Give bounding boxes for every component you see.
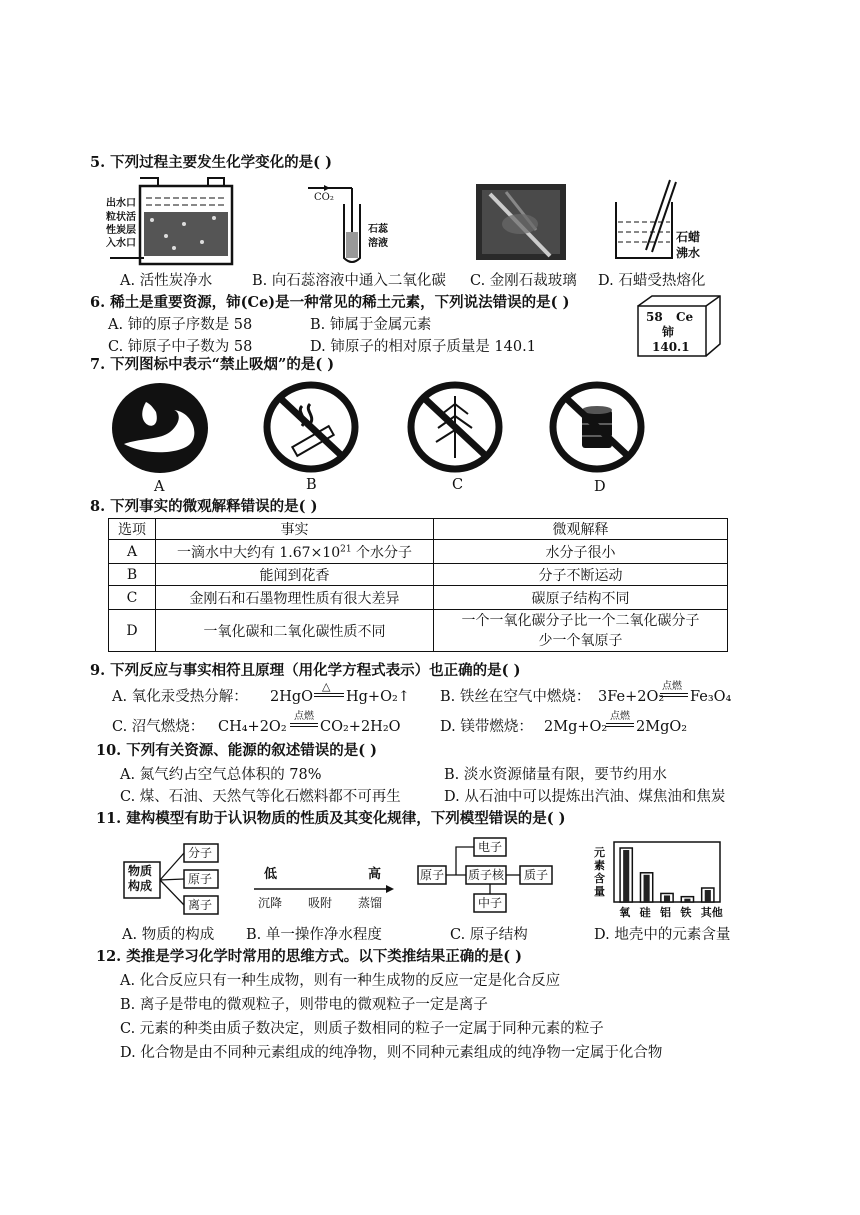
row-d-fact: 一氧化碳和二氧化碳性质不同 <box>156 610 434 652</box>
fig-b-solution-label: 溶液 <box>368 238 388 249</box>
sign-a-label: A <box>154 479 165 495</box>
chart-bar-fill-0 <box>623 850 629 902</box>
model-a-item-3: 离子 <box>188 898 213 912</box>
q9-option-a-equals <box>314 693 344 697</box>
q11-stem: 11. 建构模型有助于认识物质的性质及其变化规律，下列模型错误的是( ) <box>96 810 566 827</box>
q9-option-d-label: D. 镁带燃烧： <box>440 719 533 735</box>
row-a-fact-suffix: 个水分子 <box>351 544 413 561</box>
q6-option-c: C. 铈原子中子数为 58 <box>108 339 253 355</box>
table-row <box>109 610 728 652</box>
row-a-option: A <box>109 540 156 564</box>
fig-a-label-4: 入水口 <box>106 238 136 249</box>
sign-a-flammable-icon <box>110 382 210 478</box>
q7-stem: 7. 下列图标中表示“禁止吸烟”的是( ) <box>90 356 335 373</box>
row-d-explanation-line1: 一个一氧化碳分子比一个二氧化碳分子 <box>461 612 700 629</box>
q9-option-b-left: 3Fe+2O₂ <box>598 689 665 705</box>
row-b-fact: 能闻到花香 <box>156 564 434 586</box>
row-a-fact-text: 一滴水中大约有 1.67×10 <box>176 544 341 561</box>
row-c-option: C <box>109 586 156 610</box>
row-b-option: B <box>109 564 156 586</box>
q10-option-b: B. 淡水资源储量有限，要节约用水 <box>444 767 667 783</box>
model-c-atom-structure <box>416 836 556 916</box>
q6-option-a: A. 铈的原子序数是 58 <box>108 317 253 333</box>
q9-option-c-label: C. 沼气燃烧： <box>112 719 205 735</box>
q9-option-d-right: 2MgO₂ <box>636 719 688 735</box>
chart-bar-fill-1 <box>644 875 650 902</box>
q5-option-c: C. 金刚石裁玻璃 <box>470 273 577 289</box>
q9-option-c-right: CO₂+2H₂O <box>320 719 401 735</box>
q9-option-a-right: Hg+O₂↑ <box>346 689 410 705</box>
test-tube-co2-figure <box>306 182 386 266</box>
row-a-fact-exponent: 21 <box>340 543 352 554</box>
q12-option-a: A. 化合反应只有一种生成物，则有一种生成物的反应一定是化合反应 <box>120 973 561 989</box>
model-a-root: 物质构成 <box>128 864 153 893</box>
model-c-nucleus: 质子核 <box>468 868 505 882</box>
q9-option-c-equals <box>290 723 318 727</box>
q11-caption-c: C. 原子结构 <box>450 927 528 943</box>
chart-x-tick-label: 其他 <box>700 906 723 919</box>
chart-x-tick-label: 氧 <box>619 906 631 919</box>
chart-bar-fill-4 <box>705 890 711 902</box>
fig-a-label-3: 性炭层 <box>106 225 136 236</box>
table-row <box>109 586 728 610</box>
model-d-crust-elements-chart <box>592 840 722 920</box>
q9-option-a-left: 2HgO <box>270 689 314 705</box>
q9-option-c-left: CH₄+2O₂ <box>218 719 287 735</box>
model-b-high: 高 <box>368 867 382 882</box>
q6-stem: 6. 稀土是重要资源，铈(Ce)是一种常见的稀土元素，下列说法错误的是( ) <box>90 294 570 311</box>
q11-caption-a: A. 物质的构成 <box>122 927 215 943</box>
q8-table <box>108 518 728 652</box>
fig-d-wax-label: 石蜡 <box>676 230 701 244</box>
chart-x-labels <box>592 902 722 918</box>
sign-d-label: D <box>594 479 606 495</box>
chart-x-tick-label: 硅 <box>639 906 651 919</box>
fig-d-boiling-water-label: 沸水 <box>676 246 701 260</box>
header-fact: 事实 <box>156 519 434 540</box>
crust-chart-svg <box>592 840 722 904</box>
element-name: 铈 <box>662 325 675 339</box>
q10-stem: 10. 下列有关资源、能源的叙述错误的是( ) <box>96 742 378 759</box>
activated-carbon-filter-figure <box>106 176 240 268</box>
row-d-explanation <box>434 610 728 652</box>
q9-option-b-condition: 点燃 <box>662 681 682 692</box>
row-b-explanation: 分子不断运动 <box>434 564 728 586</box>
q9-option-a-condition: △ <box>322 680 331 693</box>
q12-option-b: B. 离子是带电的微观粒子，则带电的微观粒子一定是离子 <box>120 997 488 1013</box>
wax-heating-beaker-figure <box>612 178 701 264</box>
q10-option-d: D. 从石油中可以提炼出汽油、煤焦油和焦炭 <box>444 789 726 805</box>
diamond-cut-glass-photo <box>476 184 566 260</box>
row-c-fact: 金刚石和石墨物理性质有很大差异 <box>156 586 434 610</box>
element-number: 58 <box>646 310 663 324</box>
chart-y-label: 元素含量 <box>594 846 605 898</box>
sign-b-label: B <box>306 477 317 493</box>
q9-option-b-right: Fe₃O₄ <box>690 689 732 705</box>
q9-option-d-condition: 点燃 <box>610 711 630 722</box>
q12-option-d: D. 化合物是由不同种元素组成的纯净物，则不同种元素组成的纯净物一定属于化合物 <box>120 1045 663 1061</box>
fig-b-co2-label: CO₂ <box>314 192 334 203</box>
model-c-neutron: 中子 <box>478 896 503 910</box>
q9-option-d-equals <box>606 723 634 727</box>
q5-option-a: A. 活性炭净水 <box>120 273 213 289</box>
row-d-option: D <box>109 610 156 652</box>
model-c-electron: 电子 <box>478 840 503 854</box>
element-mass: 140.1 <box>652 340 690 354</box>
model-a-item-1: 分子 <box>188 846 213 860</box>
model-b-purification-degree <box>254 866 394 916</box>
q9-option-d-left: 2Mg+O₂ <box>544 719 608 735</box>
row-a-fact <box>156 540 434 564</box>
fig-a-label-1: 出水口 <box>106 198 136 209</box>
q11-caption-d: D. 地壳中的元素含量 <box>594 927 731 943</box>
row-c-explanation: 碳原子结构不同 <box>434 586 728 610</box>
row-a-explanation: 水分子很小 <box>434 540 728 564</box>
q5-stem: 5. 下列过程主要发生化学变化的是( ) <box>90 154 332 171</box>
chart-x-tick-label: 铝 <box>660 906 671 919</box>
header-option: 选项 <box>109 519 156 540</box>
header-explanation: 微观解释 <box>434 519 728 540</box>
model-a-matter-composition <box>122 840 242 920</box>
chart-x-tick-label: 铁 <box>680 906 692 919</box>
sign-b-no-smoking-icon <box>262 380 360 478</box>
q11-caption-b: B. 单一操作净水程度 <box>246 927 382 943</box>
model-b-step-2: 吸附 <box>308 896 333 910</box>
q9-option-b-equals <box>660 693 688 697</box>
model-c-proton: 质子 <box>524 868 549 882</box>
table-header-row <box>109 519 728 540</box>
model-b-step-1: 沉降 <box>258 896 283 910</box>
model-b-low: 低 <box>264 867 278 882</box>
element-symbol: Ce <box>676 310 694 324</box>
q10-option-c: C. 煤、石油、天然气等化石燃料都不可再生 <box>120 789 401 805</box>
q9-option-b-label: B. 铁丝在空气中燃烧： <box>440 689 591 705</box>
q6-option-d: D. 铈原子的相对原子质量是 140.1 <box>310 339 536 355</box>
row-d-explanation-line2: 少一个氧原子 <box>538 632 623 649</box>
q8-stem: 8. 下列事实的微观解释错误的是( ) <box>90 498 318 515</box>
q6-option-b: B. 铈属于金属元素 <box>310 317 432 333</box>
q5-option-d: D. 石蜡受热熔化 <box>598 273 706 289</box>
q5-option-b: B. 向石蕊溶液中通入二氧化碳 <box>252 273 446 289</box>
q9-option-c-condition: 点燃 <box>294 711 314 722</box>
model-c-root: 原子 <box>420 868 445 882</box>
model-a-item-2: 原子 <box>188 872 213 886</box>
q10-option-a: A. 氮气约占空气总体积的 78% <box>120 767 322 783</box>
sign-c-label: C <box>452 477 464 493</box>
sign-c-no-fireworks-icon <box>406 380 504 478</box>
q12-option-c: C. 元素的种类由质子数决定，则质子数相同的粒子一定属于同种元素的粒子 <box>120 1021 604 1037</box>
q12-stem: 12. 类推是学习化学时常用的思维方式。以下类推结果正确的是( ) <box>96 948 523 965</box>
q9-stem: 9. 下列反应与事实相符且原理（用化学方程式表示）也正确的是( ) <box>90 662 521 679</box>
fig-b-litmus-label: 石蕊 <box>368 224 388 235</box>
table-row <box>109 540 728 564</box>
model-b-step-3: 蒸馏 <box>358 896 383 910</box>
q9-option-a-label: A. 氧化汞受热分解： <box>112 689 248 705</box>
fig-a-label-2: 粒状活 <box>106 212 136 223</box>
table-row <box>109 564 728 586</box>
sign-d-no-oil-drum-icon <box>548 380 646 478</box>
